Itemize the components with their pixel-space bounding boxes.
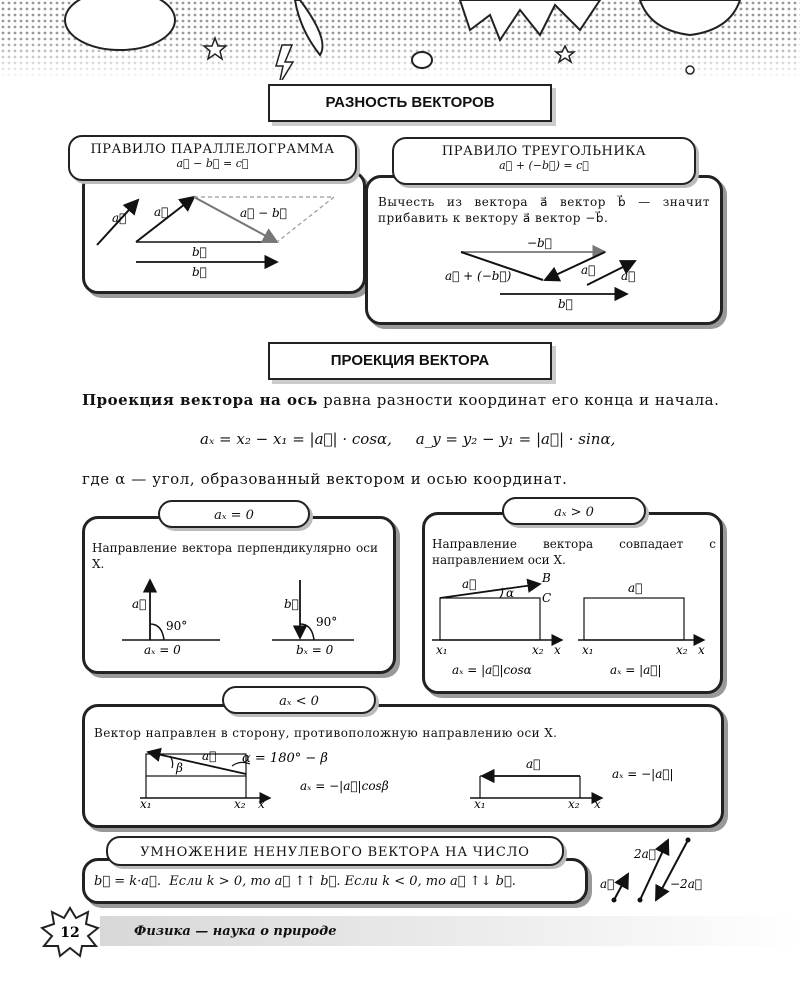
eq-negative-right: aₓ = −|a⃗| <box>612 767 674 781</box>
label-x-left: x <box>554 643 561 657</box>
label-two-a: 2a⃗ <box>634 847 656 861</box>
header-decoration <box>0 0 800 80</box>
label-x2-left: x₂ <box>532 643 544 657</box>
label-B: B <box>542 571 551 585</box>
label-x2-neg-right: x₂ <box>568 797 580 811</box>
positive-projection-diagram <box>422 512 717 688</box>
label-a-mult: a⃗ <box>600 877 615 891</box>
positive-tab-label: aₓ > 0 <box>554 505 594 520</box>
start-point-minus-two-a <box>686 838 691 843</box>
eq-bx-zero: bₓ = 0 <box>296 643 334 657</box>
label-C: C <box>542 591 552 605</box>
label-a-neg: a⃗ <box>202 749 217 763</box>
definition-bold: Проекция вектора на ось <box>82 391 318 409</box>
label-a-right: a⃗ <box>628 581 643 595</box>
angle-arc-left <box>150 624 164 640</box>
triangle-formula: a⃗ + (−b⃗) = c⃗ <box>499 159 589 172</box>
label-x1-neg-left: x₁ <box>140 797 152 811</box>
start-point-a <box>612 898 617 903</box>
multiplication-tab <box>106 836 564 866</box>
a-vector-line <box>136 197 194 242</box>
label-b-triangle: b⃗ <box>558 297 573 311</box>
label-alpha-eq: α = 180° − β <box>242 751 328 766</box>
label-a-minus-b: a⃗ − b⃗ <box>240 206 287 220</box>
zero-projection-diagram <box>82 516 390 668</box>
alpha-definition: где α — угол, образованный вектором и осью координат. <box>82 470 568 488</box>
triangle-diagram <box>365 175 717 319</box>
label-a-free: a⃗ <box>112 211 127 225</box>
negative-projection-diagram <box>82 704 718 822</box>
label-sum: a⃗ + (−b⃗) <box>445 269 512 283</box>
section-title-vector-difference <box>268 84 552 122</box>
multiplication-rule-text: b⃗ = k·a⃗. Если k > 0, то a⃗ ↑↑ b⃗. Если k < 0, то a⃗ ↑↓ b⃗. <box>94 874 516 889</box>
footer-text: Физика — наука о природе <box>134 924 337 939</box>
label-x1-neg-right: x₁ <box>474 797 486 811</box>
label-b-vertical: b⃗ <box>284 597 299 611</box>
label-angle-left: 90° <box>166 619 188 633</box>
section-title-text: ПРОЕКЦИЯ ВЕКТОРА <box>330 352 490 369</box>
label-x2-right: x₂ <box>676 643 688 657</box>
eq-positive-left: aₓ = |a⃗|cosα <box>452 663 532 677</box>
neg-a-vector <box>148 752 246 774</box>
label-alpha: α <box>506 586 515 600</box>
vector-a-small <box>614 874 628 900</box>
section-title-vector-projection <box>268 342 552 380</box>
label-a-neg-right: a⃗ <box>526 757 541 771</box>
label-b: b⃗ <box>192 245 207 259</box>
zero-projection-text: Направление вектора перпендикулярно оси X. <box>92 541 378 571</box>
label-a-vertical: a⃗ <box>132 597 147 611</box>
label-a-free-triangle: a⃗ <box>621 269 636 283</box>
label-beta: β <box>176 761 183 775</box>
label-a-triangle: a⃗ <box>581 263 596 277</box>
multiplication-heading: УМНОЖЕНИЕ НЕНУЛЕВОГО ВЕКТОРА НА ЧИСЛО <box>140 845 530 860</box>
projection-definition <box>82 390 728 410</box>
triangle-rule-text: Вычесть из вектора a⃗ вектор b⃗ — значит прибавить к вектору a⃗ вектор −b⃗. <box>378 195 710 225</box>
positive-projection-text: Направление вектора совпадает с направлением оси X. <box>432 537 716 567</box>
eq-ax-zero: aₓ = 0 <box>144 643 181 657</box>
neg-rect-left <box>146 754 246 776</box>
projection-rect-right <box>584 598 684 640</box>
label-angle-right: 90° <box>316 615 338 629</box>
label-x-neg-left: x <box>258 797 265 811</box>
label-x2-neg-left: x₂ <box>234 797 246 811</box>
label-a-inclined: a⃗ <box>462 577 477 591</box>
projection-rect-left <box>440 598 540 640</box>
parallelogram-diagram <box>82 170 360 288</box>
page-number-badge <box>40 906 100 958</box>
parallelogram-heading: ПРАВИЛО ПАРАЛЛЕЛОГРАММА <box>90 142 335 157</box>
label-b-free: b⃗ <box>192 265 207 279</box>
eq-negative-left: aₓ = −|a⃗|cosβ <box>300 779 389 793</box>
header-dots-illustration <box>0 0 800 80</box>
label-x1-left: x₁ <box>436 643 448 657</box>
projection-formula: aₓ = x₂ − x₁ = |a⃗| · cosα, a_y = y₂ − y₁ = |a⃗| · sinα, <box>200 430 616 448</box>
page-number: 12 <box>60 925 80 941</box>
triangle-heading: ПРАВИЛО ТРЕУГОЛЬНИКА <box>441 144 647 159</box>
label-x1-right: x₁ <box>582 643 594 657</box>
negative-tab-label: aₓ < 0 <box>279 694 319 709</box>
zero-tab-label: aₓ = 0 <box>214 508 254 523</box>
label-minus-two-a: −2a⃗ <box>670 877 703 891</box>
section-title-text: РАЗНОСТЬ ВЕКТОРОВ <box>325 94 495 111</box>
label-minus-b: −b⃗ <box>527 236 552 250</box>
label-x-right: x <box>698 643 705 657</box>
parallelogram-formula: a⃗ − b⃗ = c⃗ <box>176 157 249 170</box>
definition-rest: равна разности координат его конца и начала. <box>317 391 720 409</box>
a-vector-triangle <box>545 252 605 280</box>
a-vector-inclined <box>440 584 540 598</box>
multiplication-diagram <box>596 832 706 908</box>
angle-arc-right <box>300 624 314 640</box>
label-x-neg-right: x <box>594 797 601 811</box>
negative-projection-text: Вектор направлен в сторону, противоположную направлению оси X. <box>94 726 558 740</box>
start-point-two-a <box>638 898 643 903</box>
label-a: a⃗ <box>154 205 169 219</box>
eq-positive-right: aₓ = |a⃗| <box>610 663 662 677</box>
vector-minus-two-a <box>656 840 688 900</box>
